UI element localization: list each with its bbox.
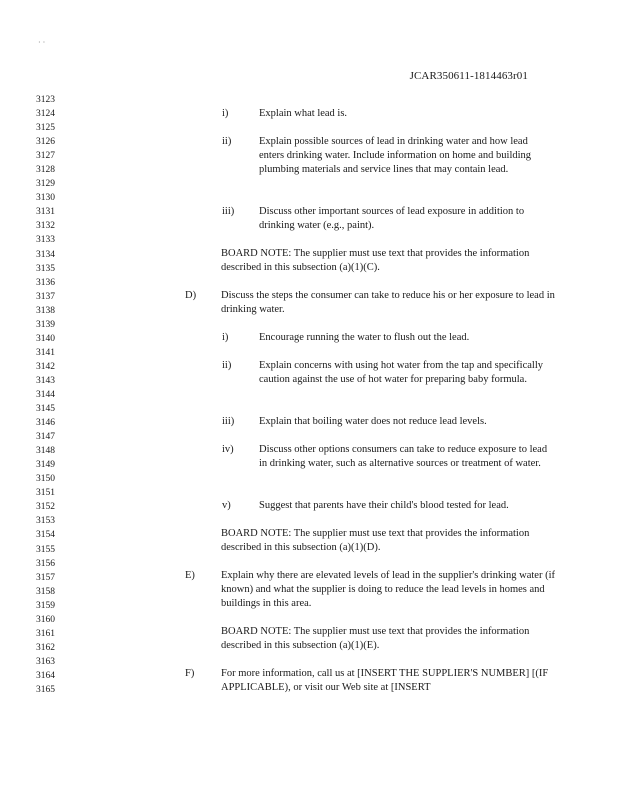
line-number: 3159 xyxy=(36,600,55,611)
line-number: 3147 xyxy=(36,432,55,443)
line-number: 3156 xyxy=(36,558,55,569)
line-number-column xyxy=(36,93,76,697)
line-number: 3146 xyxy=(36,418,55,429)
item-label: i) xyxy=(222,332,229,343)
line-number: 3143 xyxy=(36,375,55,386)
line-number: 3155 xyxy=(36,544,55,555)
item-text: For more information, call us at [INSERT THE SUPPLIER'S NUMBER] [(IF APPLICABLE), or visit our Web site at [INSERT xyxy=(221,668,549,694)
item-label: v) xyxy=(222,500,231,511)
line-number: 3157 xyxy=(36,572,55,583)
line-number: 3129 xyxy=(36,179,55,190)
line-number: 3148 xyxy=(36,446,55,457)
line-number: 3131 xyxy=(36,207,55,218)
line-number: 3127 xyxy=(36,151,55,162)
scan-specks: · · xyxy=(38,38,46,47)
item-text: Explain that boiling water does not reduce lead levels. xyxy=(259,416,487,427)
line-number: 3161 xyxy=(36,628,55,639)
line-number: 3163 xyxy=(36,656,55,667)
line-number: 3149 xyxy=(36,460,55,471)
item-label: iii) xyxy=(222,416,235,427)
item-label: i) xyxy=(222,108,229,119)
line-number: 3151 xyxy=(36,488,55,499)
item-label: iv) xyxy=(222,444,234,455)
line-number: 3144 xyxy=(36,389,55,400)
item-text: Suggest that parents have their child's blood tested for lead. xyxy=(259,500,509,511)
item-text: Explain what lead is. xyxy=(259,108,348,119)
line-number: 3130 xyxy=(36,193,55,204)
line-number: 3137 xyxy=(36,291,55,302)
line-number: 3128 xyxy=(36,165,55,176)
board-note-text: BOARD NOTE: The supplier must use text that provides the information described in this subsection (a)(1)(D). xyxy=(221,528,530,554)
item-label: ii) xyxy=(222,136,232,147)
line-number: 3124 xyxy=(36,109,55,120)
line-number: 3154 xyxy=(36,530,55,541)
line-number: 3165 xyxy=(36,684,55,695)
line-number: 3160 xyxy=(36,614,55,625)
item-text: Encourage running the water to flush out the lead. xyxy=(259,332,470,343)
item-label: iii) xyxy=(222,206,235,217)
line-number: 3150 xyxy=(36,474,55,485)
line-number: 3126 xyxy=(36,137,55,148)
line-number: 3158 xyxy=(36,586,55,597)
line-number: 3141 xyxy=(36,347,55,358)
line-number: 3145 xyxy=(36,404,55,415)
item-label: ii) xyxy=(222,360,232,371)
line-number: 3139 xyxy=(36,319,55,330)
item-text: Discuss other important sources of lead exposure in addition to drinking water (e.g., paint). xyxy=(259,206,525,232)
line-number: 3135 xyxy=(36,263,55,274)
line-number: 3134 xyxy=(36,249,55,260)
board-note-text: BOARD NOTE: The supplier must use text that provides the information described in this subsection (a)(1)(C). xyxy=(221,248,530,274)
line-number: 3162 xyxy=(36,642,55,653)
item-text: Discuss other options consumers can take to reduce exposure to lead in drinking water, such as alternative sources or treatment of water. xyxy=(259,444,548,470)
line-number: 3132 xyxy=(36,221,55,232)
item-label: E) xyxy=(185,570,195,581)
item-label: F) xyxy=(185,668,195,679)
item-text: Explain concerns with using hot water from the tap and specifically caution against the use of hot water for preparing baby formula. xyxy=(259,360,543,386)
item-text: Discuss the steps the consumer can take to reduce his or her exposure to lead in drinking water. xyxy=(221,290,555,316)
line-number: 3140 xyxy=(36,333,55,344)
item-text: Explain possible sources of lead in drinking water and how lead enters drinking water. Include information on home and building plumbing materials and service lines that may contain lead. xyxy=(259,136,532,176)
item-label: D) xyxy=(185,290,197,301)
document-id-header: JCAR350611-1814463r01 xyxy=(409,70,528,82)
line-number: 3138 xyxy=(36,305,55,316)
line-number: 3153 xyxy=(36,516,55,527)
line-number: 3164 xyxy=(36,670,55,681)
line-number: 3152 xyxy=(36,502,55,513)
line-number: 3136 xyxy=(36,277,55,288)
line-number: 3123 xyxy=(36,95,55,105)
line-number: 3142 xyxy=(36,361,55,372)
line-number: 3133 xyxy=(36,235,55,246)
line-number: 3125 xyxy=(36,123,55,134)
board-note-text: BOARD NOTE: The supplier must use text that provides the information described in this subsection (a)(1)(E). xyxy=(221,626,530,652)
item-text: Explain why there are elevated levels of lead in the supplier's drinking water (if known) and what the supplier is doing to reduce the lead levels in homes and buildings in this area. xyxy=(221,570,555,610)
